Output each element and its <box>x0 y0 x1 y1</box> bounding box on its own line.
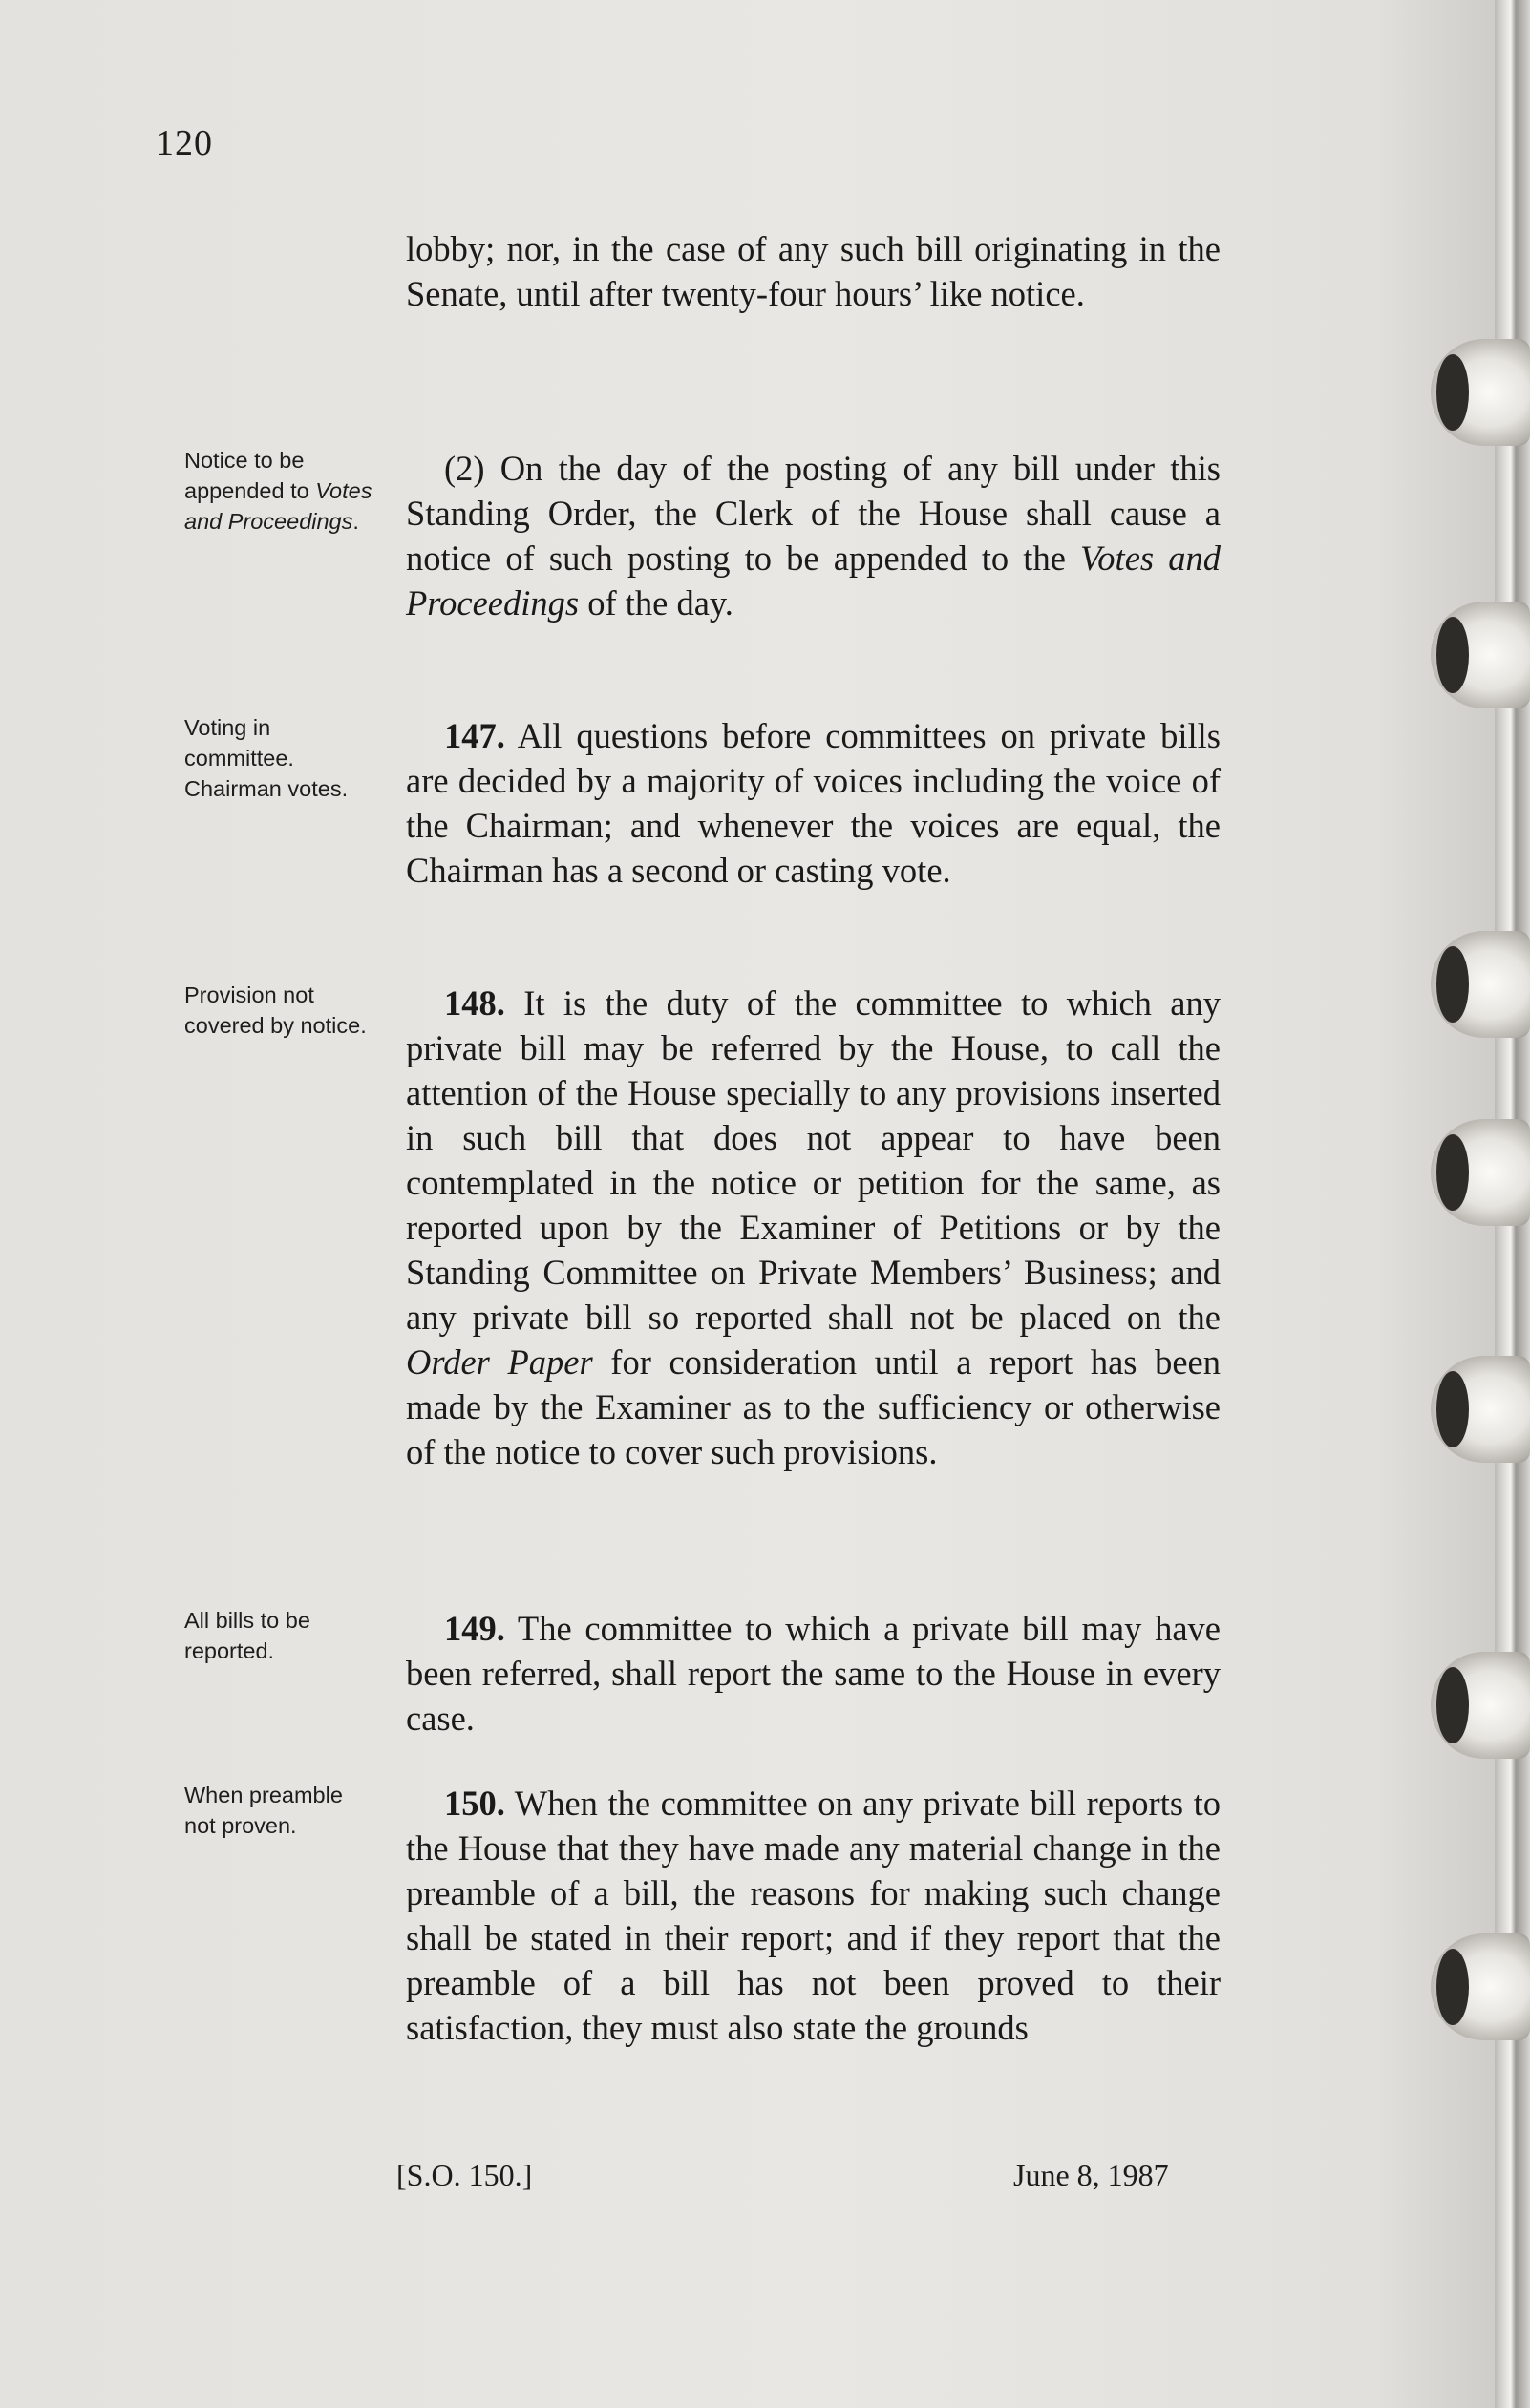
binder-ring-4 <box>1431 1119 1530 1226</box>
margin-note-voting <box>184 712 380 804</box>
margin-note-all-bills-text: All bills to be reported. <box>184 1608 310 1663</box>
paragraph-149 <box>406 1606 1221 1741</box>
paragraph-2-italic: Votes and Proceedings <box>406 539 1221 623</box>
binder-ring-2 <box>1431 602 1530 708</box>
paragraph-147 <box>406 713 1221 893</box>
paragraph-149-text: The committee to which a private bill may have been referred, shall report the same to the House in every case. <box>406 1609 1221 1738</box>
paragraph-148-number: 148. <box>444 983 505 1023</box>
paragraph-148-lead: It is the duty of the committee to which any private bill may be referred by the House, to call the attention of the House specially to any provisions inserted in such bill that does not appear to have been contemplated in the notice or petition for the same, as reported upon by the Examiner of Petitions or by the Standing Committee on Private Members’ Business; and any private bill so reported shall not be placed on the <box>406 983 1221 1337</box>
margin-note-notice-lead: Notice to be appended to <box>184 448 316 503</box>
paragraph-148-tail: for consideration until a report has been made by the Examiner as to the sufficiency or otherwise of the notice to cover such provisions. <box>406 1342 1221 1471</box>
paragraph-147-number: 147. <box>444 716 505 755</box>
margin-note-provision <box>184 980 380 1041</box>
paragraph-2-tail: of the day. <box>579 583 733 623</box>
margin-note-provision-text: Provision not covered by notice. <box>184 982 367 1038</box>
margin-note-preamble <box>184 1780 380 1841</box>
paragraph-147-text: All questions before committees on private bills are decided by a majority of voices including the voice of the Chairman; and whenever the voices are equal, the Chairman has a second or casting vote. <box>406 716 1221 890</box>
paragraph-2 <box>406 446 1221 625</box>
paragraph-150 <box>406 1781 1221 2050</box>
paragraph-150-text: When the committee on any private bill reports to the House that they have made any material change in the preamble of a bill, the reasons for making such change shall be stated in their report; and if they report that the preamble of a bill has not been proved to their satisfaction, they must also state the grounds <box>406 1784 1221 2047</box>
paragraph-continuation <box>406 226 1221 316</box>
binder-ring-1 <box>1431 339 1530 446</box>
paragraph-continuation-text: lobby; nor, in the case of any such bill originating in the Senate, until after twenty-four hours’ like notice. <box>406 229 1221 313</box>
binder-ring-3 <box>1431 931 1530 1038</box>
paragraph-149-number: 149. <box>444 1609 505 1648</box>
margin-note-preamble-text: When preamble not proven. <box>184 1783 343 1838</box>
footer-date: June 8, 1987 <box>1013 2158 1169 2192</box>
margin-note-notice-tail: . <box>352 509 359 534</box>
binder-ring-6 <box>1431 1652 1530 1759</box>
margin-note-all-bills <box>184 1605 380 1666</box>
page-number: 120 <box>156 123 213 163</box>
paragraph-2-lead: (2) On the day of the posting of any bill under this Standing Order, the Clerk of the House shall cause a notice of such posting to be appended to the <box>406 449 1221 578</box>
margin-note-notice-italic: Votes and Proceedings <box>184 478 372 534</box>
binder-ring-5 <box>1431 1356 1530 1463</box>
margin-note-voting-text: Voting in committee. Chairman votes. <box>184 715 349 801</box>
paragraph-150-number: 150. <box>444 1784 505 1823</box>
margin-note-notice <box>184 445 380 537</box>
paragraph-148 <box>406 981 1221 1474</box>
paragraph-148-italic: Order Paper <box>406 1342 593 1382</box>
footer-reference: [S.O. 150.] <box>396 2158 533 2192</box>
binder-ring-7 <box>1431 1933 1530 2040</box>
